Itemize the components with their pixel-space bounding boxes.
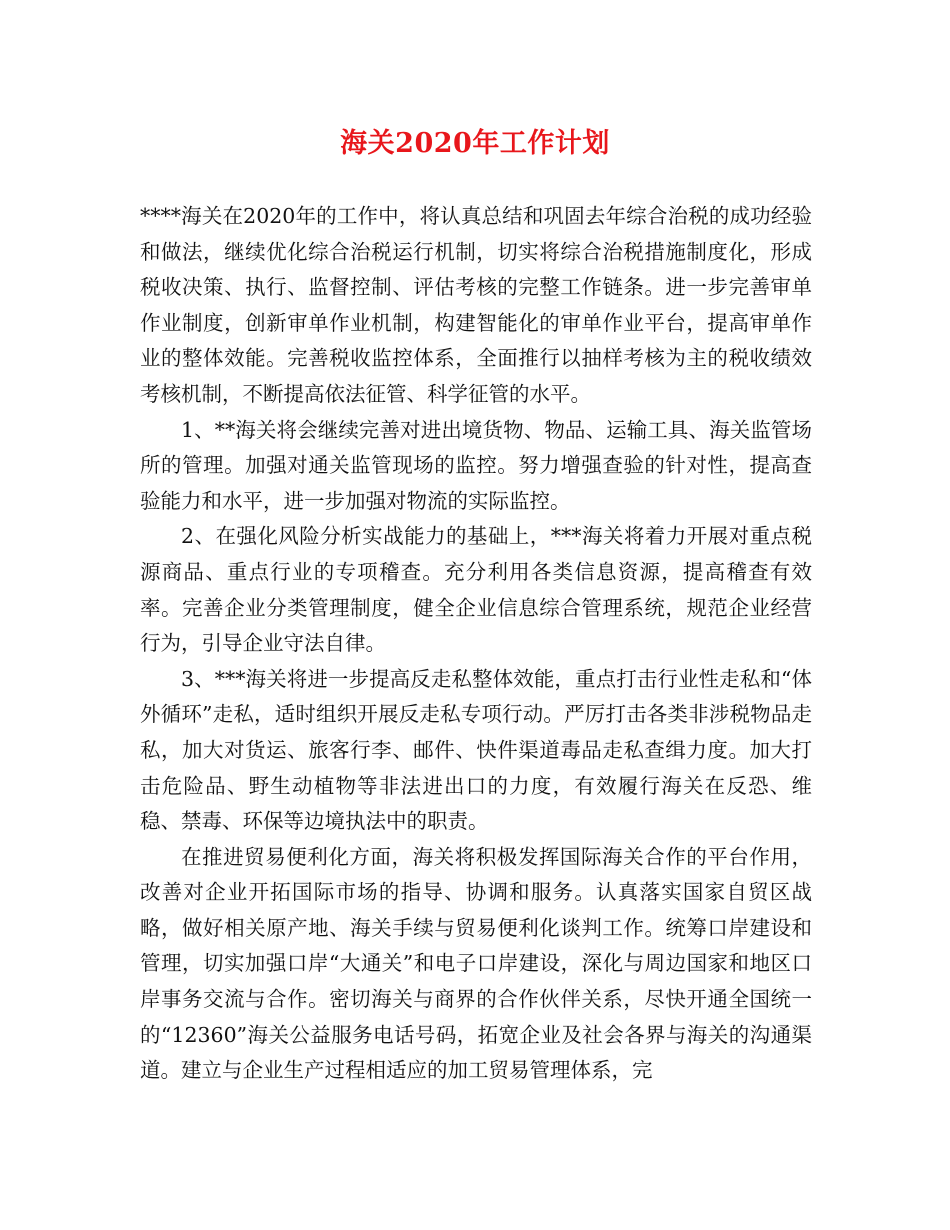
document-body <box>140 199 812 1089</box>
document-title: 海关2020年工作计划 <box>340 128 610 159</box>
paragraph-item-1: 1、**海关将会继续完善对进出境货物、物品、运输工具、海关监管场所的管理。加强对通关监管现场的监控。努力增强查验的针对性，提高查验能力和水平，进一步加强对物流的实际监控。 <box>140 417 812 513</box>
paragraph-item-2: 2、在强化风险分析实战能力的基础上，***海关将着力开展对重点税源商品、重点行业的专项稽查。充分利用各类信息资源，提高稽查有效率。完善企业分类管理制度，健全企业信息综合管理系统，规范企业经营行为，引导企业守法自律。 <box>140 524 812 656</box>
paragraph-trade-facilitation: 在推进贸易便利化方面，海关将积极发挥国际海关合作的平台作用，改善对企业开拓国际市场的指导、协调和服务。认真落实国家自贸区战略，做好相关原产地、海关手续与贸易便利化谈判工作。统筹口岸建设和管理，切实加强口岸“大通关”和电子口岸建设，深化与周边国家和地区口岸事务交流与合作。密切海关与商界的合作伙伴关系，尽快开通全国统一的“12360”海关公益服务电话号码，拓宽企业及社会各界与海关的沟通渠道。建立与企业生产过程相适应的加工贸易管理体系，完 <box>140 844 812 1083</box>
paragraph-intro: ****海关在2020年的工作中，将认真总结和巩固去年综合治税的成功经验和做法，继续优化综合治税运行机制，切实将综合治税措施制度化，形成税收决策、执行、监督控制、评估考核的完整工作链条。进一步完善审单作业制度，创新审单作业机制，构建智能化的审单作业平台，提高审单作业的整体效能。完善税收监控体系，全面推行以抽样考核为主的税收绩效考核机制，不断提高依法征管、科学征管的水平。 <box>140 204 812 406</box>
paragraph-item-3: 3、***海关将进一步提高反走私整体效能，重点打击行业性走私和“体外循环”走私，适时组织开展反走私专项行动。严厉打击各类非涉税物品走私，加大对货运、旅客行李、邮件、快件渠道毒品走私查缉力度。加大打击危险品、野生动植物等非法进出口的力度，有效履行海关在反恐、维稳、禁毒、环保等边境执法中的职责。 <box>140 666 812 834</box>
